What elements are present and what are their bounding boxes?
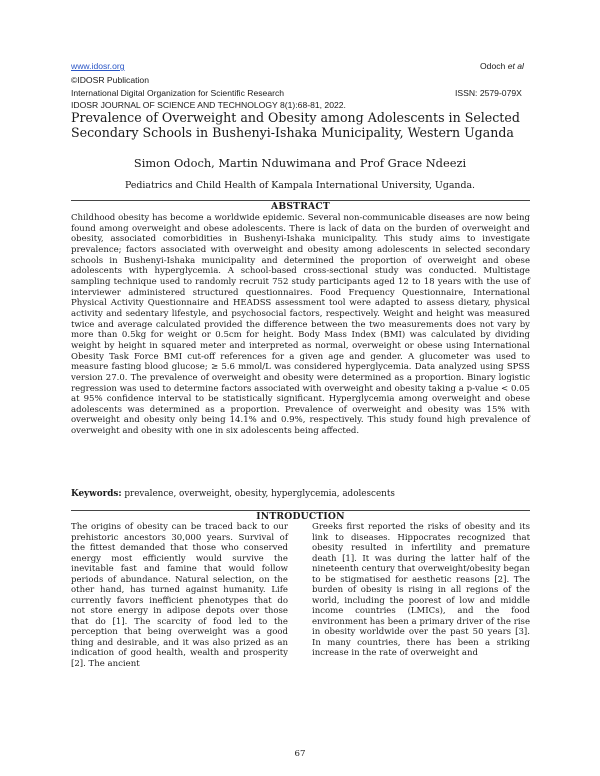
running-header-author [480,61,524,72]
article-title: Prevalence of Overweight and Obesity among Adolescents in Selected Secondary Schools in Bushenyi-Ishaka Municipality, Western Uganda [71,110,520,140]
journal-citation-line: IDOSR JOURNAL OF SCIENCE AND TECHNOLOGY 8(1):68-81, 2022. [71,100,346,110]
publication-line: ©IDOSR Publication [71,75,149,85]
issn-label: ISSN: 2579-079X [455,88,522,98]
keywords-label: Keywords: [71,489,122,499]
running-author-suffix: et al [507,61,524,71]
keywords-list: prevalence, overweight, obesity, hyperglycemia, adolescents [124,489,395,499]
page-number: 67 [294,749,306,759]
introduction-left-column: The origins of obesity can be traced back to our prehistoric ancestors 30,000 years. Survival of the fittest demanded that those who conserved energy most efficiently would survive the inevitable fast and famine that would follow periods of abundance. Natural selection, on the other hand, has turned against humanity. Life currently favors inefficient phenotypes that do not store energy in adipose depots over those that do [1]. The scarcity of food led to the perception that being overweight was a good thing and desirable, and it was also prized as an indication of good health, wealth and prosperity [2]. The ancient [71,522,288,669]
introduction-right-column: Greeks first reported the risks of obesity and its link to diseases. Hippocrates recognized that obesity resulted in infertility and premature death [1]. It was during the latter half of the nineteenth century that overweight/obesity began to be stigmatised for aesthetic reasons [2]. The burden of obesity is rising in all regions of the world, including the poorest of low and middle income countries (LMICs), and the food environment has been a primary driver of the rise in obesity worldwide over the past 50 years [3]. In many countries, there has been a striking increase in the rate of overweight and [312,522,530,658]
article-authors: Simon Odoch, Martin Nduwimana and Prof Grace Ndeezi [133,156,467,170]
running-author-name: Odoch [480,61,506,71]
organization-line: International Digital Organization for Scientific Research [71,88,285,98]
keywords-line [71,489,530,500]
abstract-body: Childhood obesity has become a worldwide epidemic. Several non-communicable diseases are now being found among overweight and obese adolescents. There is lack of data on the burden of overweight and obesity, associated comorbidities in Bushenyi-Ishaka municipality. This study aims to investigate prevalence; factors associated with overweight and obesity among adolescents in selected secondary schools in Bushenyi-Ishaka municipality and determined the proportion of overweight and obese adolescents with hyperglycemia. A school-based cross-sectional study was conducted. Multistage sampling technique used to randomly recruit 752 study participants aged 12 to 18 years with the use of interviewer administered structured questionnaires. Food Frequency Questionnaire, International Physical Activity Questionnaire and HEADSS assessment tool were adapted to assess dietary, physical activity and sedentary lifestyle, and psychosocial factors, respectively. Weight and height was measured twice and average calculated provided the difference between the two measurements does not vary by more than 0.5kg for weight or 0.5cm for height. Body Mass Index (BMI) was calculated by dividing weight by height in squared meter and interpreted as normal, overweight or obese using International Obesity Task Force BMI cut-off references for a given age and gender. A glucometer was used to measure fasting blood glucose; ≥ 5.6 mmol/L was considered hyperglycemia. Data analyzed using SPSS version 27.0. The prevalence of overweight and obesity were determined as a proportion. Binary logistic regression was used to determine factors associated with overweight and obesity taking a p-value < 0.05 at 95% confidence interval to be statistically significant. Hyperglycemia among overweight and obese adolescents was determined as a proportion. Prevalence of overweight and obesity was 15% with overweight and obesity only being 14.1% and 0.9%, respectively. This study found high prevalence of overweight and obesity with one in six adolescents being affected. [71,213,530,437]
author-affiliation: Pediatrics and Child Health of Kampala International University, Uganda. [124,180,476,191]
abstract-heading: ABSTRACT [271,201,330,212]
introduction-heading: INTRODUCTION [256,511,345,522]
journal-url-link[interactable]: www.idosr.org [71,61,125,71]
